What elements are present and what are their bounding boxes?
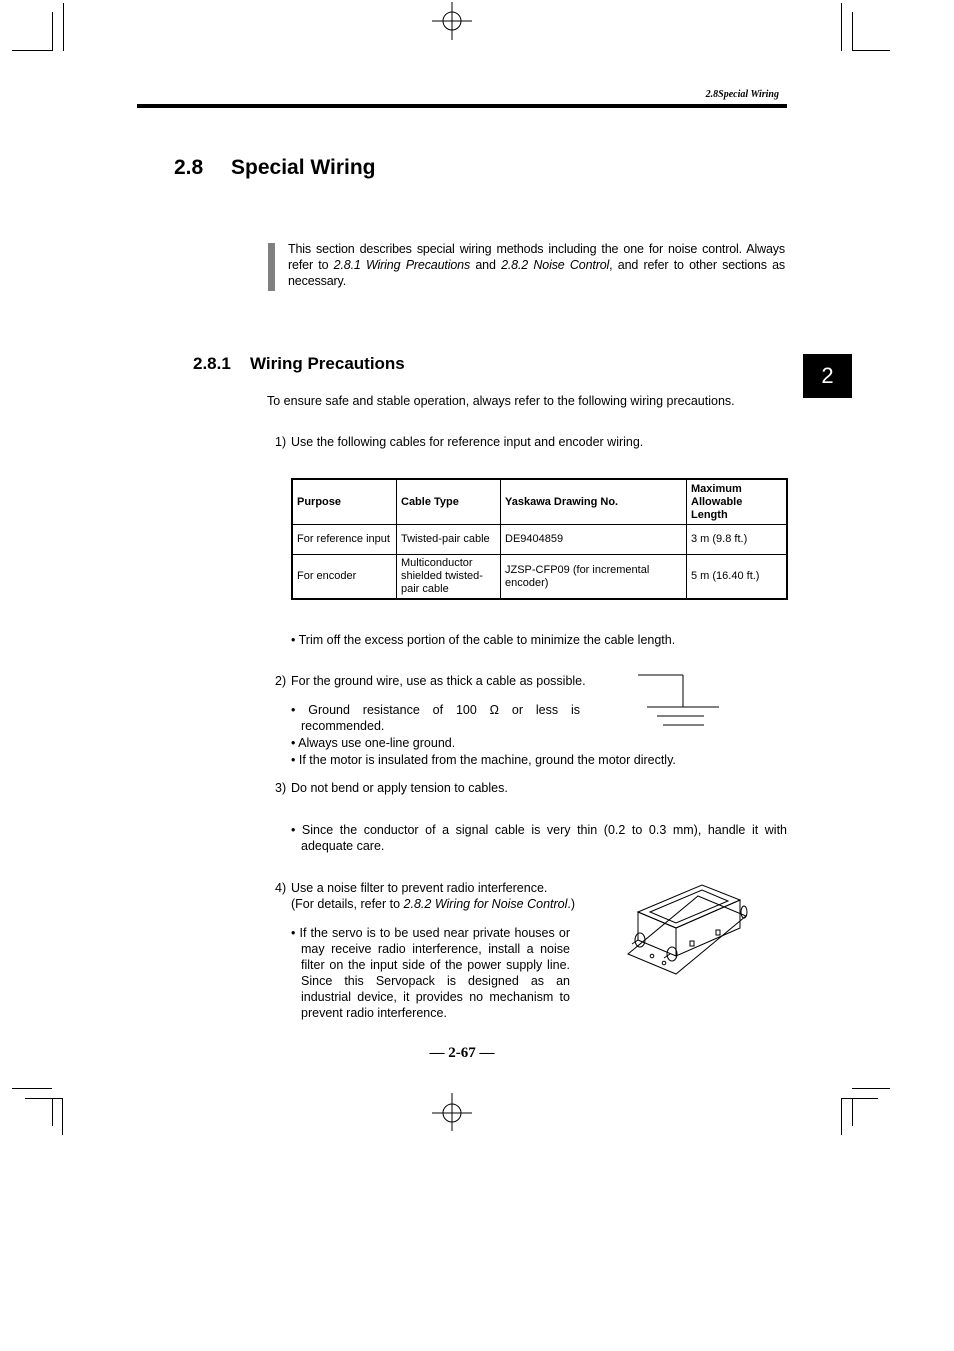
registration-mark-icon	[432, 1093, 472, 1133]
table-row	[292, 555, 787, 600]
crop-mark	[852, 12, 853, 51]
chapter-tab: 2	[803, 354, 852, 398]
subsection-heading	[193, 354, 405, 374]
table-cell: Multiconductor shielded twisted-pair cable	[397, 555, 501, 600]
crop-mark	[63, 3, 64, 51]
table-header: Purpose	[292, 479, 397, 525]
noise-filter-illustration	[624, 882, 750, 978]
bullet-item: • Ground resistance of 100 Ω or less is recommended.	[291, 703, 580, 733]
bullet-item: • Trim off the excess portion of the cable to minimize the cable length.	[291, 633, 676, 647]
subsection-title: Wiring Precautions	[250, 354, 405, 373]
registration-mark-icon	[432, 0, 472, 40]
table-cell: For encoder	[292, 555, 397, 600]
crop-mark	[52, 1098, 53, 1126]
table-header-row	[292, 479, 787, 525]
crop-mark	[12, 50, 52, 51]
crop-mark	[852, 50, 890, 51]
ground-symbol-icon	[636, 674, 722, 728]
crop-mark	[852, 1098, 853, 1126]
table-cell: DE9404859	[501, 525, 687, 555]
intro-ref-noise-control: 2.8.2 Noise Control	[501, 258, 610, 272]
table-header: Yaskawa Drawing No.	[501, 479, 687, 525]
crop-mark	[852, 1088, 890, 1089]
section-number: 2.8	[174, 156, 204, 179]
table-cell: For reference input	[292, 525, 397, 555]
section-title: Special Wiring	[231, 156, 376, 179]
crop-mark	[25, 1098, 63, 1099]
table-cell: 5 m (16.40 ft.)	[687, 555, 788, 600]
subsection-number: 2.8.1	[193, 354, 231, 373]
bullet-item: • Always use one-line ground.	[291, 736, 456, 750]
table-cell: Twisted-pair cable	[397, 525, 501, 555]
cable-table	[291, 478, 788, 600]
page-number: — 2-67 —	[429, 1045, 495, 1061]
crop-mark	[841, 3, 842, 51]
intro-ref-wiring-precautions: 2.8.1 Wiring Precautions	[333, 258, 471, 272]
running-header: 2.8Special Wiring	[705, 89, 779, 100]
list-item: 1) Use the following cables for reference input and encoder wiring.	[275, 435, 644, 449]
list-item: 2) For the ground wire, use as thick a cable as possible.	[275, 674, 586, 688]
section-heading	[174, 156, 376, 180]
list-item: 3) Do not bend or apply tension to cables.	[275, 781, 508, 795]
crop-mark	[841, 1098, 878, 1099]
intro-paragraph: This section describes special wiring methods including the one for noise control. Always refer to 2.8.1 Wiring Precautions and 2.8.2 Noise Control, and refer to other sections as necessary.	[288, 242, 785, 288]
bullet-item: • If the servo is to be used near private houses or may receive radio interference, install a noise filter on the input side of the power supply line. Since this Servopack is designed as an industrial device, it provides no mechanism to prevent radio interference.	[291, 926, 570, 1020]
table-header: Cable Type	[397, 479, 501, 525]
table-cell: JZSP-CFP09 (for incremental encoder)	[501, 555, 687, 600]
lead-paragraph: To ensure safe and stable operation, always refer to the following wiring precautions.	[267, 394, 735, 408]
list-item: 4) Use a noise filter to prevent radio interference.	[275, 881, 548, 895]
crop-mark	[62, 1098, 63, 1135]
header-rule	[137, 104, 787, 108]
intro-marker-bar	[268, 243, 275, 291]
item4-note: (For details, refer to 2.8.2 Wiring for Noise Control.)	[291, 897, 576, 911]
crop-mark	[12, 1088, 52, 1089]
bullet-item: • Since the conductor of a signal cable is very thin (0.2 to 0.3 mm), handle it with adequate care.	[291, 823, 787, 853]
table-cell: 3 m (9.8 ft.)	[687, 525, 788, 555]
ref-noise-control: 2.8.2 Wiring for Noise Control	[403, 897, 568, 911]
table-row	[292, 525, 787, 555]
table-header: Maximum Allowable Length	[687, 479, 788, 525]
crop-mark	[841, 1098, 842, 1135]
crop-mark	[52, 12, 53, 51]
bullet-item: • If the motor is insulated from the machine, ground the motor directly.	[291, 753, 676, 767]
